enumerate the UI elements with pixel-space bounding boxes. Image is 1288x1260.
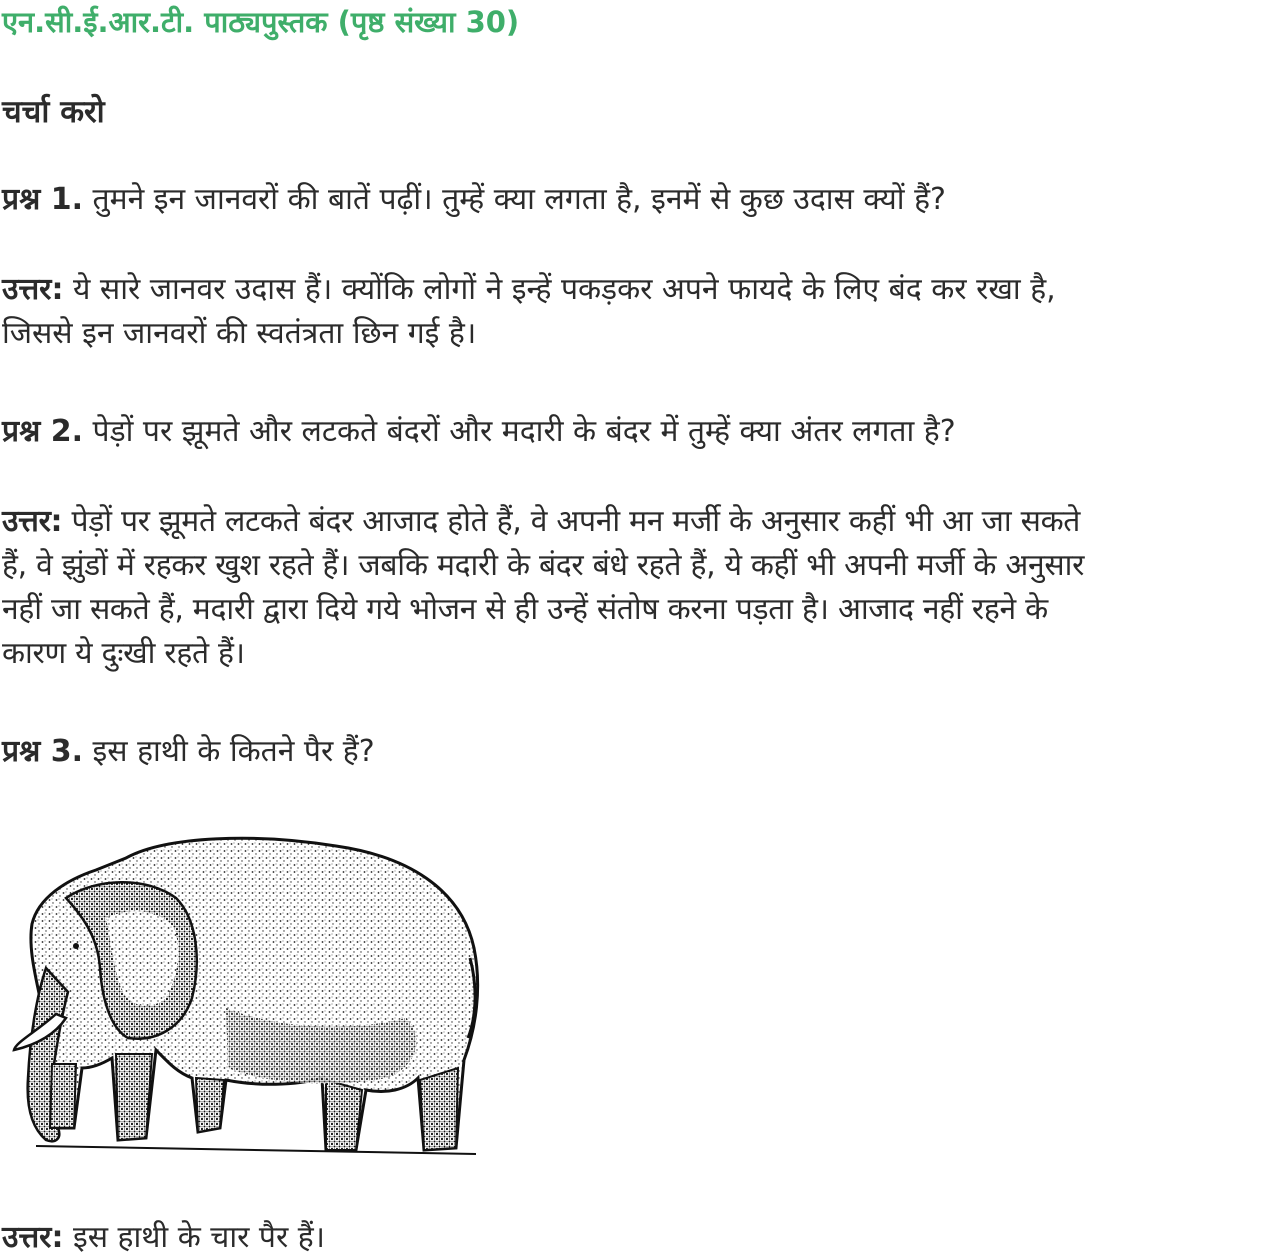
answer-3-text: इस हाथी के चार पैर हैं। (63, 1220, 326, 1255)
question-2-label: प्रश्न 2. (2, 414, 83, 449)
answer-1-label: उत्तर: (2, 272, 64, 307)
answer-2-label: उत्तर: (2, 504, 63, 539)
question-1-label: प्रश्न 1. (2, 182, 83, 217)
question-3-text: इस हाथी के कितने पैर हैं? (83, 734, 375, 769)
answer-2-line-4: कारण ये दुःखी रहते हैं। (2, 636, 245, 671)
answer-3-label: उत्तर: (2, 1220, 64, 1255)
page-title: एन.सी.ई.आर.टी. पाठ्यपुस्तक (पृष्ठ संख्या 30) (2, 5, 520, 39)
answer-1-line-2: जिससे इन जानवरों की स्वतंत्रता छिन गई है। (2, 316, 477, 351)
answer-2-text-1: पेड़ों पर झूमते लटकते बंदर आजाद होते हैं, वे अपनी मन मर्जी के अनुसार कहीं भी आ जा सकते (62, 504, 1081, 539)
answer-2-line-3: नहीं जा सकते हैं, मदारी द्वारा दिये गये भोजन से ही उन्हें संतोष करना पड़ता है। आजाद नहीं रहने के (2, 592, 1048, 627)
section-title: चर्चा करो (2, 94, 105, 130)
answer-1 (2, 268, 1288, 356)
answer-2-line-2: हैं, वे झुंडों में रहकर खुश रहते हैं। जबकि मदारी के बंदर बंधे रहते हैं, ये कहीं भी अपनी मर्जी के अनुसार (2, 548, 1085, 583)
answer-2 (2, 500, 1288, 676)
elephant-figure (6, 828, 486, 1163)
elephant-icon (6, 828, 486, 1163)
question-2-text: पेड़ों पर झूमते और लटकते बंदरों और मदारी के बंदर में तुम्हें क्या अंतर लगता है? (83, 414, 956, 449)
answer-1-text-1: ये सारे जानवर उदास हैं। क्योंकि लोगों ने इन्हें पकड़कर अपने फायदे के लिए बंद कर रखा है, (63, 272, 1056, 307)
question-2 (2, 410, 1288, 454)
answer-1-line-1 (2, 268, 1288, 312)
question-1 (2, 178, 1288, 222)
question-1-text: तुमने इन जानवरों की बातें पढ़ीं। तुम्हें क्या लगता है, इनमें से कुछ उदास क्यों हैं? (83, 182, 946, 217)
answer-3 (2, 1216, 1288, 1260)
question-3 (2, 730, 1288, 774)
question-3-label: प्रश्न 3. (2, 734, 83, 769)
answer-2-line-1 (2, 500, 1288, 544)
